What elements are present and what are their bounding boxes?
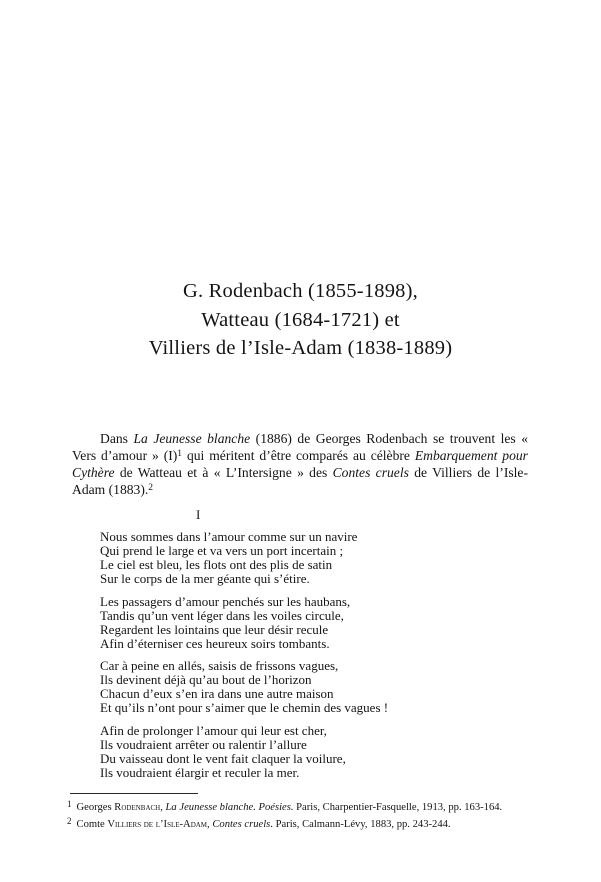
poem-line: Le ciel est bleu, les flots ont des plis de satin <box>100 557 333 572</box>
title-line-1: G. Rodenbach (1855-1898), <box>182 280 418 302</box>
footnote-1 <box>67 799 533 816</box>
poem-line: Nous sommes dans l’amour comme sur un navire <box>100 529 358 544</box>
poem-line: Ils voudraient arrêter ou ralentir l’allure <box>100 736 307 752</box>
title-line-3: Villiers de l’Isle-Adam (1838-1889) <box>148 337 453 359</box>
poem-section-label: I <box>196 507 201 522</box>
poem-stanza-3 <box>100 659 388 715</box>
poem-line: Tandis qu’un vent léger dans les voiles circule, <box>100 607 344 623</box>
poem-line: Et qu’ils n’ont pour s’aimer que le chemin des vagues ! <box>100 700 389 715</box>
poem-stanza-2 <box>100 595 388 651</box>
poem-line: Afin d’éterniser ces heureux soirs tombants. <box>100 635 330 651</box>
poem-line: Les passagers d’amour penchés sur les haubans, <box>100 593 351 609</box>
poem-stanza-1 <box>100 530 388 586</box>
poem-line: Ils devinent déjà qu’au bout de l’horizon <box>100 672 312 687</box>
title-line-2: Watteau (1684-1721) et <box>201 308 400 331</box>
poem-line: Sur le corps de la mer géante qui s’étire. <box>100 571 310 586</box>
footnote-2-text: Comte Villiers de l’Isle-Adam, Contes cruels. Paris, Calmann-Lévy, 1883, pp. 243-244. <box>76 819 451 830</box>
poem-line: Regardent les lointains que leur désir recule <box>100 621 329 637</box>
poem-line: Afin de prolonger l’amour qui leur est cher, <box>100 722 327 738</box>
intro-paragraph: Dans La Jeunesse blanche (1886) de Georges Rodenbach se trouvent les « Vers d’amour » $(I)^1$ qui méritent d’être comparés au célèbre Embarquement pour Cythère de Watteau et à « L’Intersigne » des Contes cruels de Villiers de l’Isle-Adam (1883).$^2$ <box>72 431 529 497</box>
footnote-1-number: 1 <box>67 798 72 809</box>
poem-line: Ils voudraient élargir et reculer la mer. <box>100 764 300 780</box>
poem <box>100 530 388 788</box>
poem-line: Car à peine en allés, saisis de frissons vagues, <box>100 658 339 673</box>
footnote-2-number: 2 <box>67 815 72 826</box>
poem-stanza-4 <box>100 724 388 780</box>
footnote-1-text: Georges Rodenbach, La Jeunesse blanche. Poésies. Paris, Charpentier-Fasquelle, 1913, pp. 163-164. <box>76 802 503 813</box>
poem-line: Du vaisseau dont le vent fait claquer la voilure, <box>100 750 346 766</box>
poem-line: Chacun d’eux s’en ira dans une autre maison <box>100 686 334 701</box>
article-title <box>0 277 601 363</box>
footnote-separator-rule <box>70 793 198 794</box>
footnote-2 <box>67 816 533 833</box>
poem-line: Qui prend le large et va vers un port incertain ; <box>100 543 344 558</box>
footnotes <box>67 799 533 833</box>
